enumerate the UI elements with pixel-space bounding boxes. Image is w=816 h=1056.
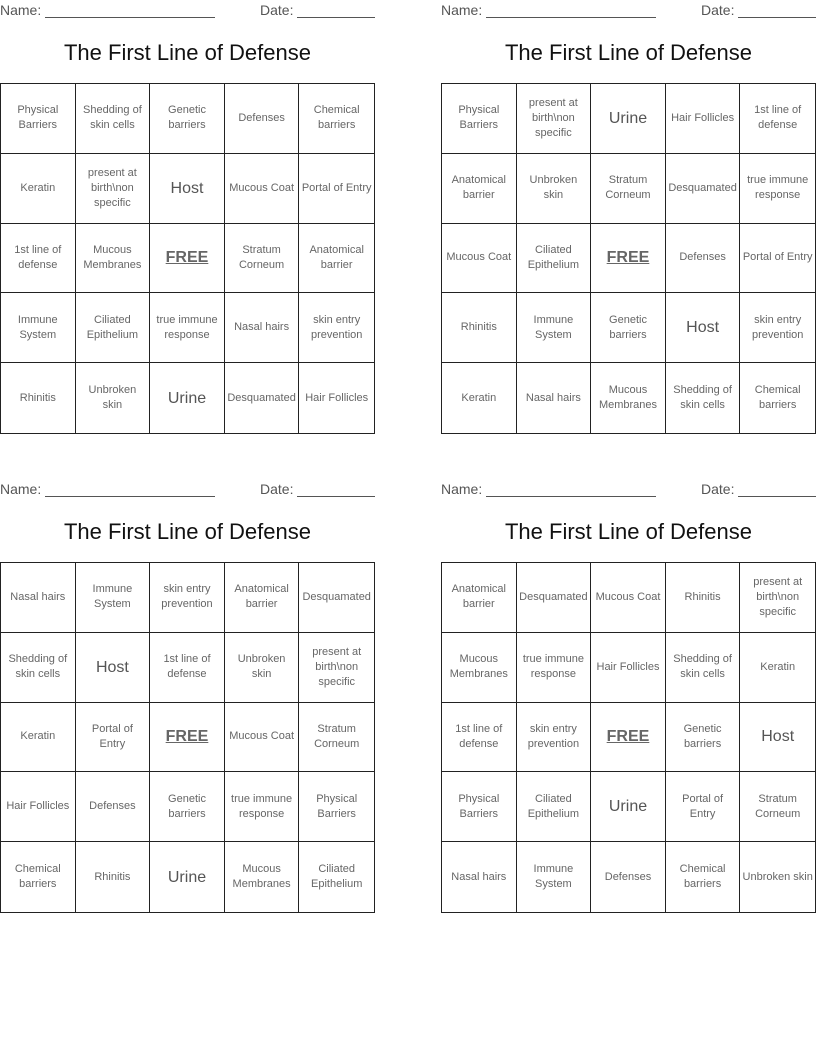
bingo-cell: 1st line of defense — [740, 84, 815, 154]
bingo-cell: Ciliated Epithelium — [517, 772, 592, 842]
bingo-cell: Rhinitis — [442, 293, 517, 363]
date-field — [701, 481, 816, 497]
bingo-cell: Portal of Entry — [299, 154, 374, 224]
bingo-card — [0, 0, 375, 412]
bingo-cell: Immune System — [76, 563, 151, 633]
date-blank-line — [738, 482, 816, 497]
bingo-cell: skin entry prevention — [150, 563, 225, 633]
name-date-row — [0, 479, 375, 501]
name-label: Name: — [0, 2, 42, 18]
bingo-cell: Shedding of skin cells — [666, 633, 741, 703]
bingo-cell: Host — [76, 633, 151, 703]
bingo-cell: Desquamated — [299, 563, 374, 633]
bingo-cell: Urine — [591, 772, 666, 842]
bingo-cell: Mucous Membranes — [76, 224, 151, 294]
bingo-cell: Chemical barriers — [299, 84, 374, 154]
name-blank-line — [45, 482, 215, 497]
bingo-cell: 1st line of defense — [442, 703, 517, 773]
bingo-grid — [0, 562, 375, 913]
bingo-cell: Keratin — [1, 703, 76, 773]
bingo-cell: Chemical barriers — [1, 842, 76, 912]
bingo-cell: Host — [666, 293, 741, 363]
bingo-cell: Mucous Coat — [442, 224, 517, 294]
bingo-cell: Hair Follicles — [1, 772, 76, 842]
bingo-cell: Genetic barriers — [150, 772, 225, 842]
bingo-grid — [0, 83, 375, 434]
date-label: Date: — [701, 2, 735, 18]
name-date-row — [0, 0, 375, 22]
bingo-cell: Rhinitis — [666, 563, 741, 633]
bingo-cell: Defenses — [591, 842, 666, 912]
bingo-cell: Keratin — [1, 154, 76, 224]
bingo-cell: Immune System — [1, 293, 76, 363]
name-field — [441, 2, 656, 18]
bingo-cell: true immune response — [225, 772, 300, 842]
name-blank-line — [486, 482, 656, 497]
bingo-cell: Physical Barriers — [442, 84, 517, 154]
bingo-cell: Immune System — [517, 842, 592, 912]
bingo-cell: Hair Follicles — [305, 391, 369, 404]
card-title: The First Line of Defense — [504, 40, 752, 65]
bingo-cell: Mucous Coat — [591, 563, 666, 633]
name-date-row — [441, 0, 816, 22]
bingo-cell: Chemical barriers — [666, 842, 741, 912]
date-label: Date: — [260, 2, 294, 18]
bingo-cell: Shedding of skin cells — [1, 633, 76, 703]
bingo-cell: Defenses — [225, 84, 300, 154]
bingo-cell: Stratum Corneum — [591, 154, 666, 224]
bingo-cell: Portal of Entry — [76, 703, 151, 773]
bingo-cell: Defenses — [666, 224, 741, 294]
bingo-cell: Urine — [150, 842, 225, 912]
bingo-cell: 1st line of defense — [150, 633, 225, 703]
bingo-cell: Genetic barriers — [591, 293, 666, 363]
bingo-cell: Rhinitis — [1, 363, 76, 433]
name-label: Name: — [0, 481, 42, 497]
name-label: Name: — [441, 481, 483, 497]
name-blank-line — [486, 3, 656, 18]
name-field — [0, 2, 215, 18]
date-field — [260, 2, 375, 18]
bingo-grid — [441, 562, 816, 913]
bingo-cell: Ciliated Epithelium — [517, 224, 592, 294]
name-date-row — [441, 479, 816, 501]
date-blank-line — [297, 3, 375, 18]
bingo-cell: Nasal hairs — [225, 293, 300, 363]
bingo-cell: skin entry prevention — [740, 293, 815, 363]
bingo-cell: present at birth\non specific — [299, 633, 374, 703]
bingo-cell: Anatomical barrier — [299, 224, 374, 294]
bingo-cell: Host — [740, 703, 815, 773]
bingo-cell: Host — [150, 154, 225, 224]
bingo-cell: Urine — [591, 84, 666, 154]
bingo-cell: Nasal hairs — [442, 842, 517, 912]
bingo-cell: Desquamated — [517, 563, 592, 633]
bingo-cell: true immune response — [150, 293, 225, 363]
name-field — [441, 481, 656, 497]
bingo-cell: present at birth\non specific — [740, 563, 815, 633]
bingo-cell: Physical Barriers — [299, 772, 374, 842]
bingo-cell: present at birth\non specific — [517, 84, 592, 154]
free-space-cell: FREE — [591, 224, 666, 294]
name-field — [0, 481, 215, 497]
bingo-cell: Keratin — [740, 633, 815, 703]
bingo-cell: skin entry prevention — [517, 703, 592, 773]
bingo-cell: Unbroken skin — [76, 363, 151, 433]
bingo-cell: Immune System — [517, 293, 592, 363]
free-space-cell: FREE — [150, 224, 225, 294]
bingo-cell: Genetic barriers — [666, 703, 741, 773]
bingo-cell: Stratum Corneum — [740, 772, 815, 842]
card-title: The First Line of Defense — [63, 519, 311, 544]
bingo-cell: Urine — [150, 363, 225, 433]
bingo-cell: Stratum Corneum — [225, 224, 300, 294]
bingo-cell: Physical Barriers — [442, 772, 517, 842]
bingo-card — [0, 479, 375, 891]
bingo-cell: skin entry prevention — [299, 293, 374, 363]
bingo-cell: Physical Barriers — [1, 84, 76, 154]
bingo-cell: Unbroken skin — [742, 870, 813, 883]
bingo-cell: Mucous Membranes — [591, 363, 666, 433]
bingo-cell: Portal of Entry — [666, 772, 741, 842]
date-field — [701, 2, 816, 18]
free-space-cell: FREE — [591, 703, 666, 773]
date-blank-line — [738, 3, 816, 18]
bingo-cell: Ciliated Epithelium — [311, 863, 363, 891]
bingo-cell: Shedding of skin cells — [76, 84, 151, 154]
bingo-cell: Rhinitis — [76, 842, 151, 912]
bingo-cell: true immune response — [517, 633, 592, 703]
name-label: Name: — [441, 2, 483, 18]
bingo-cell: Shedding of skin cells — [666, 363, 741, 433]
bingo-cell: present at birth\non specific — [76, 154, 151, 224]
date-blank-line — [297, 482, 375, 497]
bingo-cell: Hair Follicles — [666, 84, 741, 154]
bingo-cell: Unbroken skin — [225, 633, 300, 703]
bingo-grid — [441, 83, 816, 434]
name-blank-line — [45, 3, 215, 18]
card-title: The First Line of Defense — [504, 519, 752, 544]
bingo-cell: Mucous Membranes — [225, 842, 300, 912]
free-space-cell: FREE — [150, 703, 225, 773]
bingo-cell: Nasal hairs — [1, 563, 76, 633]
bingo-cell: true immune response — [740, 154, 815, 224]
bingo-cell: Chemical barriers — [754, 384, 801, 412]
date-label: Date: — [701, 481, 735, 497]
bingo-cell: Desquamated — [225, 363, 300, 433]
bingo-cell: Genetic barriers — [150, 84, 225, 154]
bingo-cell: Portal of Entry — [740, 224, 815, 294]
bingo-cell: Stratum Corneum — [299, 703, 374, 773]
bingo-card — [441, 479, 816, 891]
bingo-cell: Mucous Coat — [225, 154, 300, 224]
bingo-cell: Anatomical barrier — [225, 563, 300, 633]
bingo-cell: Nasal hairs — [517, 363, 592, 433]
bingo-card — [441, 0, 816, 412]
bingo-cell: Defenses — [76, 772, 151, 842]
bingo-cell: Ciliated Epithelium — [76, 293, 151, 363]
card-title: The First Line of Defense — [63, 40, 311, 65]
bingo-cell: 1st line of defense — [1, 224, 76, 294]
bingo-cell: Anatomical barrier — [442, 154, 517, 224]
bingo-cell: Keratin — [442, 363, 517, 433]
bingo-cell: Mucous Coat — [225, 703, 300, 773]
bingo-cell: Hair Follicles — [591, 633, 666, 703]
date-label: Date: — [260, 481, 294, 497]
bingo-cell: Anatomical barrier — [442, 563, 517, 633]
bingo-cell: Mucous Membranes — [442, 633, 517, 703]
bingo-cell: Desquamated — [666, 154, 741, 224]
date-field — [260, 481, 375, 497]
bingo-cell: Unbroken skin — [517, 154, 592, 224]
